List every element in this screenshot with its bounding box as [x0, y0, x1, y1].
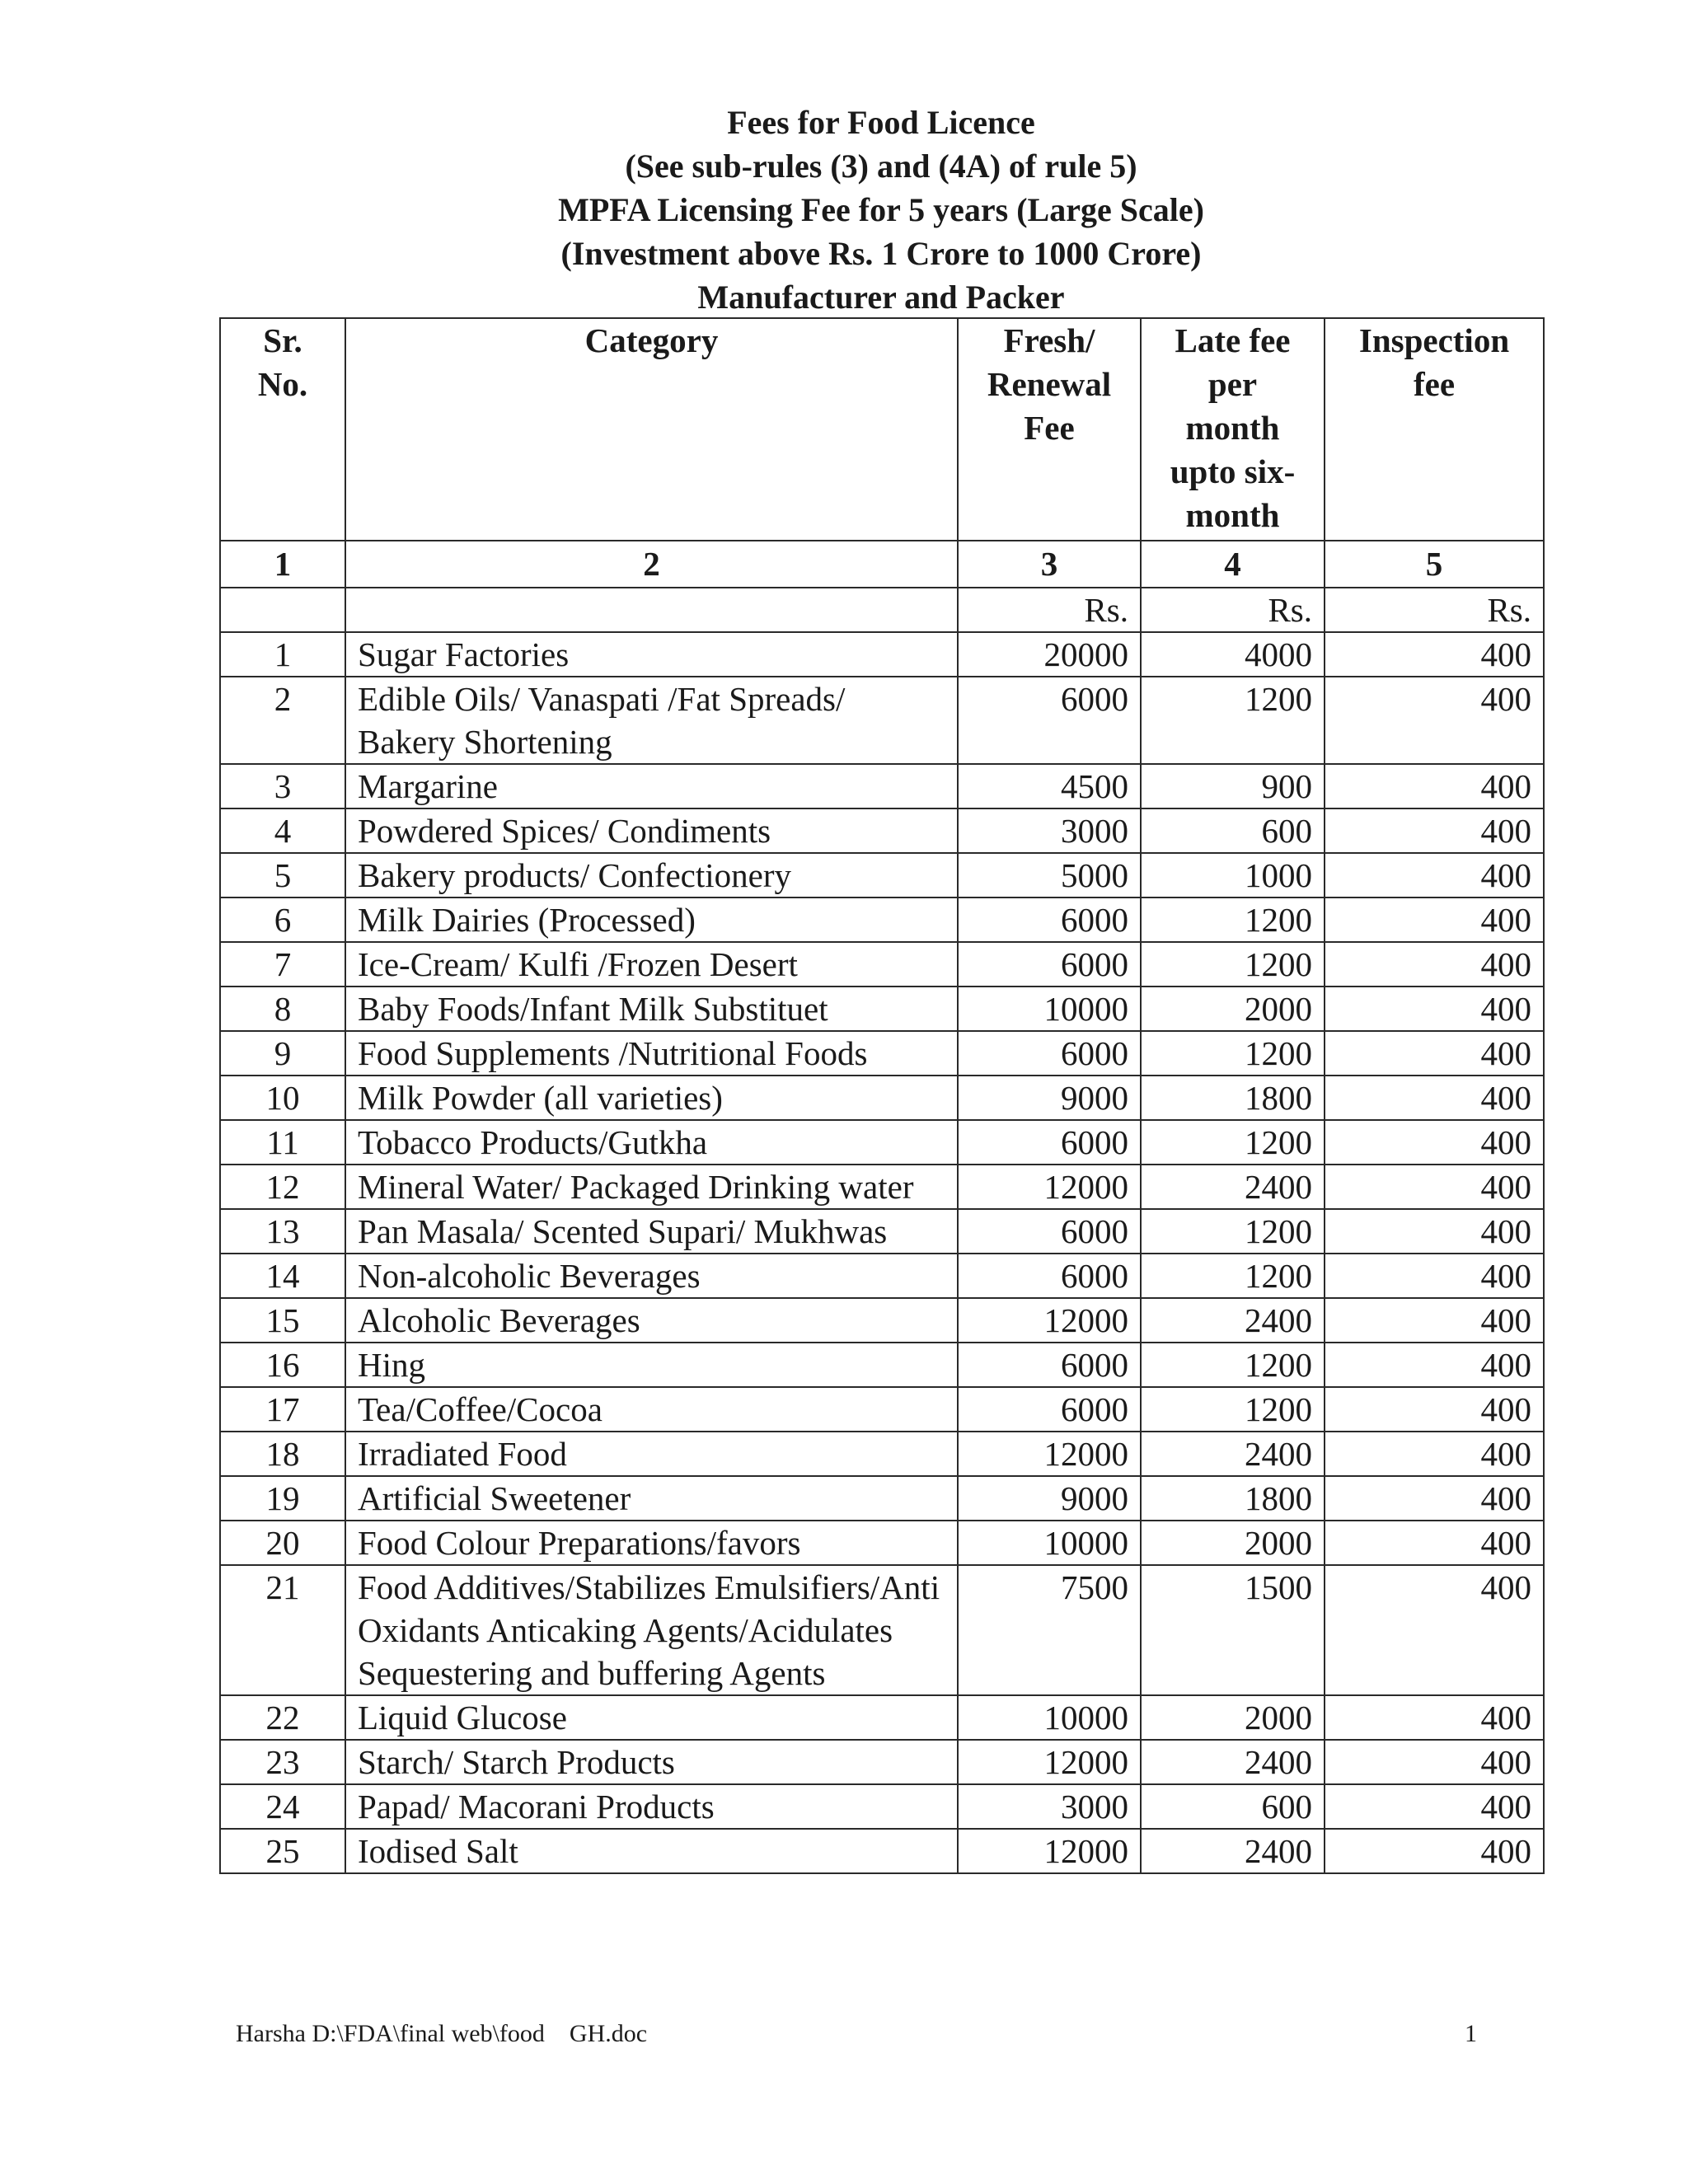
column-number: 1: [220, 541, 345, 588]
row-category: Milk Powder (all varieties): [345, 1076, 958, 1120]
footer-page-number: 1: [1465, 2020, 1477, 2047]
table-row: [220, 898, 1544, 942]
row-fresh-renewal-fee: 3000: [958, 808, 1141, 853]
table-row: [220, 632, 1544, 677]
row-inspection-fee: 400: [1325, 898, 1544, 942]
row-inspection-fee: 400: [1325, 1565, 1544, 1695]
row-late-fee: 2400: [1141, 1829, 1325, 1873]
row-fresh-renewal-fee: 12000: [958, 1298, 1141, 1343]
row-sr-no: 18: [220, 1432, 345, 1476]
row-sr-no: 7: [220, 942, 345, 987]
row-late-fee: 1200: [1141, 1254, 1325, 1298]
row-sr-no: 25: [220, 1829, 345, 1873]
row-inspection-fee: 400: [1325, 942, 1544, 987]
row-inspection-fee: 400: [1325, 1829, 1544, 1873]
row-inspection-fee: 400: [1325, 1740, 1544, 1784]
column-number-row: [220, 541, 1544, 588]
currency-label: Rs.: [1141, 588, 1325, 632]
table-row: [220, 1298, 1544, 1343]
row-fresh-renewal-fee: 7500: [958, 1565, 1141, 1695]
row-fresh-renewal-fee: 20000: [958, 632, 1141, 677]
row-inspection-fee: 400: [1325, 1784, 1544, 1829]
row-category: Mineral Water/ Packaged Drinking water: [345, 1165, 958, 1209]
row-category: Bakery products/ Confectionery: [345, 853, 958, 898]
row-fresh-renewal-fee: 10000: [958, 1521, 1141, 1565]
heading-title: Fees for Food Licence: [727, 104, 1035, 141]
row-category: Pan Masala/ Scented Supari/ Mukhwas: [345, 1209, 958, 1254]
column-number: 3: [958, 541, 1141, 588]
row-fresh-renewal-fee: 12000: [958, 1740, 1141, 1784]
row-sr-no: 2: [220, 677, 345, 764]
table-row: [220, 1343, 1544, 1387]
row-category: Baby Foods/Infant Milk Substituet: [345, 987, 958, 1031]
row-fresh-renewal-fee: 6000: [958, 677, 1141, 764]
currency-row: [220, 588, 1544, 632]
row-inspection-fee: 400: [1325, 1076, 1544, 1120]
row-fresh-renewal-fee: 6000: [958, 898, 1141, 942]
row-late-fee: 1200: [1141, 1031, 1325, 1076]
row-category: Iodised Salt: [345, 1829, 958, 1873]
table-row: [220, 1031, 1544, 1076]
row-sr-no: 21: [220, 1565, 345, 1695]
row-late-fee: 600: [1141, 808, 1325, 853]
currency-label: Rs.: [1325, 588, 1544, 632]
row-inspection-fee: 400: [1325, 1476, 1544, 1521]
table-row: [220, 1254, 1544, 1298]
column-number: 4: [1141, 541, 1325, 588]
table-row: [220, 1740, 1544, 1784]
row-inspection-fee: 400: [1325, 1254, 1544, 1298]
row-category: Edible Oils/ Vanaspati /Fat Spreads/ Bakery Shortening: [345, 677, 958, 764]
row-category: Non-alcoholic Beverages: [345, 1254, 958, 1298]
row-category: Sugar Factories: [345, 632, 958, 677]
row-sr-no: 15: [220, 1298, 345, 1343]
row-category: Ice-Cream/ Kulfi /Frozen Desert: [345, 942, 958, 987]
row-fresh-renewal-fee: 3000: [958, 1784, 1141, 1829]
row-fresh-renewal-fee: 6000: [958, 1254, 1141, 1298]
fee-table: [219, 317, 1545, 1874]
table-header-row: [220, 318, 1544, 541]
header-late-fee: Late fee per month upto six- month: [1141, 318, 1325, 541]
heading-rule-reference: (See sub-rules (3) and (4A) of rule 5): [625, 148, 1137, 185]
table-row: [220, 1829, 1544, 1873]
heading-investment-range: (Investment above Rs. 1 Crore to 1000 Crore): [560, 235, 1202, 272]
row-late-fee: 1500: [1141, 1565, 1325, 1695]
row-sr-no: 4: [220, 808, 345, 853]
currency-label: Rs.: [958, 588, 1141, 632]
row-sr-no: 14: [220, 1254, 345, 1298]
row-category: Tobacco Products/Gutkha: [345, 1120, 958, 1165]
row-late-fee: 2000: [1141, 987, 1325, 1031]
heading-fee-scope: MPFA Licensing Fee for 5 years (Large Scale): [558, 191, 1204, 228]
row-sr-no: 9: [220, 1031, 345, 1076]
row-inspection-fee: 400: [1325, 1695, 1544, 1740]
row-fresh-renewal-fee: 9000: [958, 1476, 1141, 1521]
row-sr-no: 3: [220, 764, 345, 808]
row-category: Hing: [345, 1343, 958, 1387]
currency-cell-empty: [220, 588, 345, 632]
row-fresh-renewal-fee: 6000: [958, 1387, 1141, 1432]
row-inspection-fee: 400: [1325, 853, 1544, 898]
row-sr-no: 19: [220, 1476, 345, 1521]
row-fresh-renewal-fee: 10000: [958, 987, 1141, 1031]
row-category: Food Additives/Stabilizes Emulsifiers/Anti Oxidants Anticaking Agents/Acidulates Sequestering and buffering Agents: [345, 1565, 958, 1695]
row-category: Papad/ Macorani Products: [345, 1784, 958, 1829]
table-row: [220, 942, 1544, 987]
row-fresh-renewal-fee: 6000: [958, 1120, 1141, 1165]
row-late-fee: 1200: [1141, 942, 1325, 987]
header-inspection-fee: Inspection fee: [1325, 318, 1544, 541]
table-row: [220, 1565, 1544, 1695]
heading-applicant-type: Manufacturer and Packer: [697, 279, 1065, 316]
row-category: Food Supplements /Nutritional Foods: [345, 1031, 958, 1076]
row-late-fee: 1200: [1141, 1387, 1325, 1432]
row-category: Starch/ Starch Products: [345, 1740, 958, 1784]
row-inspection-fee: 400: [1325, 764, 1544, 808]
row-late-fee: 1800: [1141, 1476, 1325, 1521]
currency-cell-empty: [345, 588, 958, 632]
row-inspection-fee: 400: [1325, 987, 1544, 1031]
row-fresh-renewal-fee: 12000: [958, 1432, 1141, 1476]
row-category: Alcoholic Beverages: [345, 1298, 958, 1343]
row-late-fee: 1200: [1141, 677, 1325, 764]
row-category: Irradiated Food: [345, 1432, 958, 1476]
header-category: Category: [345, 318, 958, 541]
table-row: [220, 1695, 1544, 1740]
table-row: [220, 1387, 1544, 1432]
table-row: [220, 1521, 1544, 1565]
row-inspection-fee: 400: [1325, 1031, 1544, 1076]
row-fresh-renewal-fee: 6000: [958, 942, 1141, 987]
table-row: [220, 1476, 1544, 1521]
row-inspection-fee: 400: [1325, 1343, 1544, 1387]
row-sr-no: 23: [220, 1740, 345, 1784]
column-number: 2: [345, 541, 958, 588]
row-late-fee: 2000: [1141, 1695, 1325, 1740]
row-sr-no: 11: [220, 1120, 345, 1165]
row-fresh-renewal-fee: 4500: [958, 764, 1141, 808]
row-sr-no: 22: [220, 1695, 345, 1740]
row-late-fee: 2400: [1141, 1432, 1325, 1476]
table-row: [220, 1432, 1544, 1476]
row-late-fee: 1200: [1141, 1209, 1325, 1254]
row-category: Liquid Glucose: [345, 1695, 958, 1740]
table-row: [220, 1165, 1544, 1209]
row-late-fee: 1200: [1141, 1343, 1325, 1387]
row-late-fee: 1800: [1141, 1076, 1325, 1120]
row-fresh-renewal-fee: 6000: [958, 1031, 1141, 1076]
column-number: 5: [1325, 541, 1544, 588]
row-late-fee: 2400: [1141, 1165, 1325, 1209]
row-sr-no: 20: [220, 1521, 345, 1565]
row-sr-no: 24: [220, 1784, 345, 1829]
row-sr-no: 12: [220, 1165, 345, 1209]
row-category: Margarine: [345, 764, 958, 808]
row-late-fee: 900: [1141, 764, 1325, 808]
row-fresh-renewal-fee: 12000: [958, 1829, 1141, 1873]
row-late-fee: 2000: [1141, 1521, 1325, 1565]
row-sr-no: 8: [220, 987, 345, 1031]
fee-table-body: [220, 632, 1544, 1873]
row-late-fee: 2400: [1141, 1740, 1325, 1784]
row-fresh-renewal-fee: 6000: [958, 1343, 1141, 1387]
table-row: [220, 1120, 1544, 1165]
row-category: Food Colour Preparations/favors: [345, 1521, 958, 1565]
header-fresh-renewal-fee: Fresh/ Renewal Fee: [958, 318, 1141, 541]
row-sr-no: 17: [220, 1387, 345, 1432]
row-sr-no: 10: [220, 1076, 345, 1120]
row-fresh-renewal-fee: 5000: [958, 853, 1141, 898]
row-late-fee: 2400: [1141, 1298, 1325, 1343]
row-category: Artificial Sweetener: [345, 1476, 958, 1521]
footer-file-path: Harsha D:\FDA\final web\food GH.doc: [236, 2020, 648, 2047]
row-sr-no: 13: [220, 1209, 345, 1254]
row-sr-no: 5: [220, 853, 345, 898]
row-category: Milk Dairies (Processed): [345, 898, 958, 942]
row-inspection-fee: 400: [1325, 1120, 1544, 1165]
table-row: [220, 764, 1544, 808]
table-row: [220, 677, 1544, 764]
row-category: Tea/Coffee/Cocoa: [345, 1387, 958, 1432]
table-row: [220, 1784, 1544, 1829]
row-inspection-fee: 400: [1325, 1165, 1544, 1209]
row-inspection-fee: 400: [1325, 1387, 1544, 1432]
document-heading: [219, 101, 1543, 319]
row-fresh-renewal-fee: 12000: [958, 1165, 1141, 1209]
row-inspection-fee: 400: [1325, 632, 1544, 677]
row-inspection-fee: 400: [1325, 808, 1544, 853]
row-fresh-renewal-fee: 9000: [958, 1076, 1141, 1120]
table-row: [220, 1209, 1544, 1254]
row-fresh-renewal-fee: 6000: [958, 1209, 1141, 1254]
table-row: [220, 808, 1544, 853]
row-late-fee: 4000: [1141, 632, 1325, 677]
row-inspection-fee: 400: [1325, 1521, 1544, 1565]
row-inspection-fee: 400: [1325, 1298, 1544, 1343]
row-late-fee: 1200: [1141, 898, 1325, 942]
table-row: [220, 853, 1544, 898]
row-fresh-renewal-fee: 10000: [958, 1695, 1141, 1740]
row-late-fee: 600: [1141, 1784, 1325, 1829]
row-sr-no: 6: [220, 898, 345, 942]
table-row: [220, 987, 1544, 1031]
table-row: [220, 1076, 1544, 1120]
row-sr-no: 16: [220, 1343, 345, 1387]
row-sr-no: 1: [220, 632, 345, 677]
header-sr-no: Sr. No.: [220, 318, 345, 541]
row-inspection-fee: 400: [1325, 1432, 1544, 1476]
row-category: Powdered Spices/ Condiments: [345, 808, 958, 853]
row-late-fee: 1000: [1141, 853, 1325, 898]
row-inspection-fee: 400: [1325, 677, 1544, 764]
row-inspection-fee: 400: [1325, 1209, 1544, 1254]
row-late-fee: 1200: [1141, 1120, 1325, 1165]
